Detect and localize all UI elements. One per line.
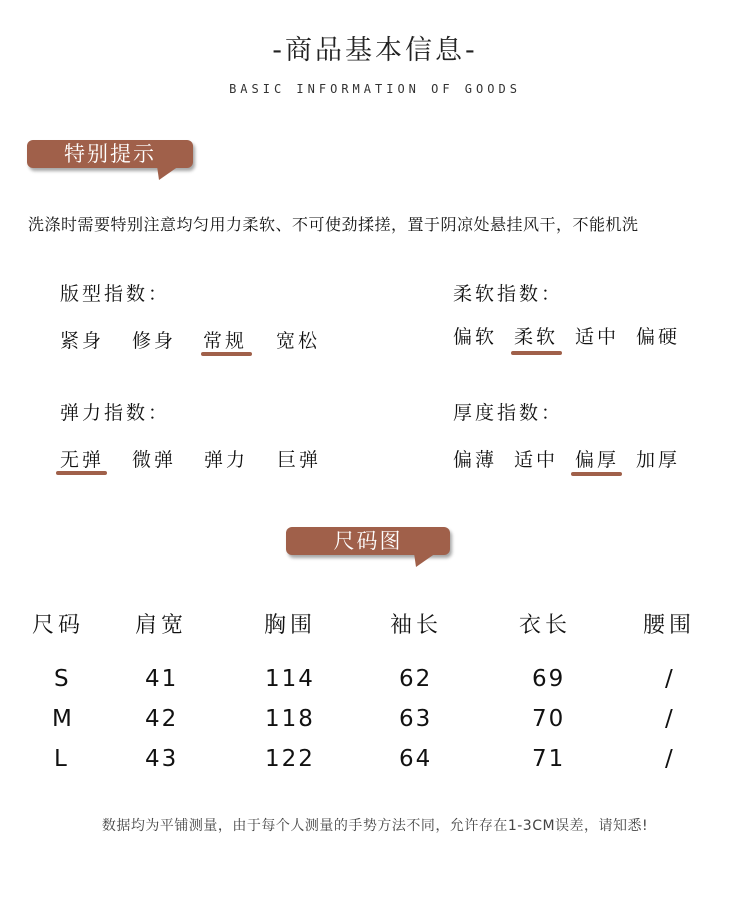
softness-selected-underline	[511, 351, 562, 355]
elasticity-index-title: 弹力指数：	[60, 402, 171, 424]
thickness-option-1: 偏薄	[453, 449, 498, 471]
elasticity-option-4: 巨弹	[277, 449, 322, 471]
table-row-s-sleeve: 62	[399, 666, 433, 692]
special-notice-tag	[27, 140, 193, 168]
elasticity-option-1: 无弹	[60, 449, 105, 471]
fit-selected-underline	[201, 352, 252, 356]
thickness-option-2: 适中	[514, 449, 559, 471]
elasticity-selected-underline	[56, 471, 107, 475]
table-row-l-waist: /	[665, 746, 675, 772]
fit-option-1: 紧身	[60, 330, 105, 352]
thickness-selected-underline	[571, 472, 622, 476]
page-title: -商品基本信息-	[272, 35, 478, 66]
speech-tail-icon	[414, 553, 436, 567]
table-row-s-size: S	[54, 666, 71, 692]
speech-tail-icon	[157, 166, 179, 180]
thickness-option-4: 加厚	[636, 449, 681, 471]
thickness-index-title: 厚度指数：	[453, 402, 564, 424]
elasticity-option-2: 微弹	[132, 449, 177, 471]
table-row-l-length: 71	[532, 746, 566, 772]
special-notice-label: 特别提示	[64, 142, 156, 166]
size-chart-label: 尺码图	[333, 529, 403, 553]
table-row-m-size: M	[52, 706, 74, 732]
page-subtitle: BASIC INFORMATION OF GOODS	[229, 82, 521, 96]
thickness-option-3: 偏厚	[575, 449, 620, 471]
softness-option-1: 偏软	[453, 326, 498, 348]
fit-option-2: 修身	[132, 330, 177, 352]
size-header-chest: 胸围	[264, 613, 317, 638]
measurement-footnote: 数据均为平铺测量，由于每个人测量的手势方法不同，允许存在1-3CM误差，请知悉!	[101, 818, 649, 834]
table-row-s-length: 69	[532, 666, 566, 692]
fit-option-4: 宽松	[276, 330, 321, 352]
table-row-m-waist: /	[665, 706, 675, 732]
size-header-waist: 腰围	[643, 613, 696, 638]
table-row-m-length: 70	[532, 706, 566, 732]
table-row-m-shoulder: 42	[145, 706, 179, 732]
softness-index-title: 柔软指数：	[453, 283, 564, 305]
special-notice-text: 洗涤时需要特别注意均匀用力柔软、不可使劲揉搓，置于阴凉处悬挂风干，不能机洗	[28, 215, 639, 234]
table-row-l-size: L	[54, 746, 69, 772]
table-row-s-chest: 114	[265, 666, 315, 692]
table-row-m-sleeve: 63	[399, 706, 433, 732]
table-row-m-chest: 118	[265, 706, 315, 732]
softness-option-3: 适中	[575, 326, 620, 348]
table-row-s-shoulder: 41	[145, 666, 179, 692]
size-header-shoulder: 肩宽	[135, 613, 188, 638]
table-row-l-chest: 122	[265, 746, 315, 772]
size-header-size: 尺码	[32, 613, 85, 638]
size-header-sleeve: 袖长	[390, 613, 443, 638]
fit-index-title: 版型指数：	[60, 283, 171, 305]
fit-option-3: 常规	[203, 330, 248, 352]
table-row-l-sleeve: 64	[399, 746, 433, 772]
size-chart-tag	[286, 527, 450, 555]
size-header-length: 衣长	[519, 613, 572, 638]
elasticity-option-3: 弹力	[204, 449, 249, 471]
softness-option-4: 偏硬	[636, 326, 681, 348]
softness-option-2: 柔软	[514, 326, 559, 348]
table-row-l-shoulder: 43	[145, 746, 179, 772]
table-row-s-waist: /	[665, 666, 675, 692]
